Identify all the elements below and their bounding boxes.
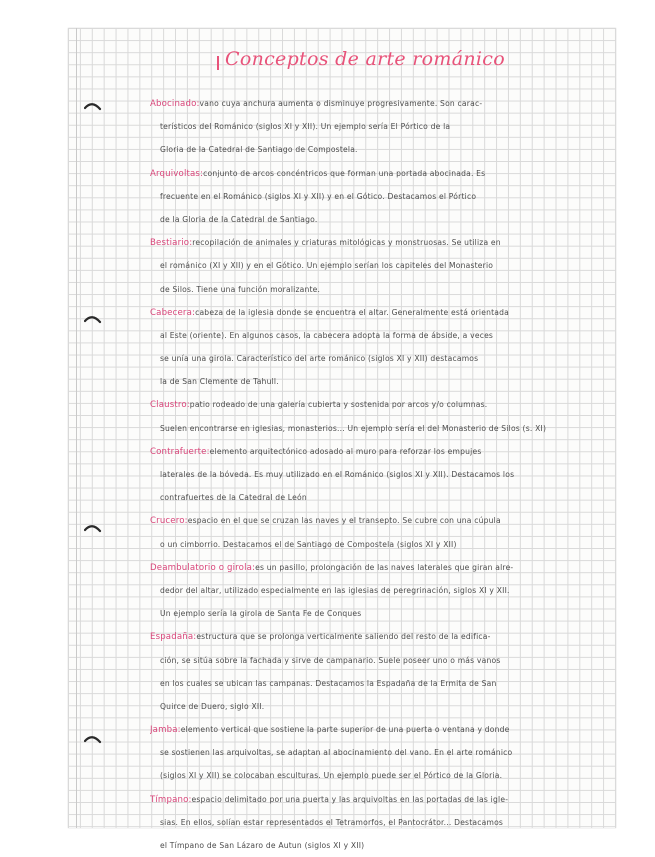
entry-term: Bestiario: xyxy=(150,238,193,249)
entry-line xyxy=(150,185,590,208)
entry-line xyxy=(150,138,590,161)
entry-term: Jamba: xyxy=(150,725,181,736)
entry-text: elemento vertical que sostiene la parte superior de una puerta o ventana y donde xyxy=(180,725,510,735)
entry-text: patio rodeado de una galería cubierta y sostenida por arcos y/o columnas. xyxy=(189,400,488,410)
glossary-entry xyxy=(150,92,590,162)
entry-text: elemento arquitectónico adosado al muro para reforzar los empujes xyxy=(209,446,482,456)
entry-term: Arquivoltas: xyxy=(150,168,204,179)
entry-term: Deambulatorio o girola: xyxy=(150,562,256,573)
entry-text: (siglos XI y XII) se colocaban esculturas. Un ejemplo puede ser el Pórtico de la Gloria. xyxy=(160,771,503,781)
entry-text: contrafuertes de la Catedral de León xyxy=(160,493,307,503)
entry-line xyxy=(150,278,590,301)
entry-line xyxy=(150,417,590,440)
entry-text: terísticos del Románico (siglos XI y XII). Un ejemplo sería El Pórtico de la xyxy=(160,122,451,132)
entry-text: Gloria de la Catedral de Santiago de Compostela. xyxy=(160,145,358,155)
entry-line xyxy=(150,486,590,509)
glossary-entry xyxy=(150,231,590,301)
entry-line xyxy=(150,208,590,231)
glossary-list xyxy=(150,92,590,857)
entry-line xyxy=(150,602,590,625)
entry-line xyxy=(150,254,590,277)
entry-text: laterales de la bóveda. Es muy utilizado en el Románico (siglos XI y XII). Destacamos los xyxy=(160,470,515,479)
entry-line xyxy=(150,834,590,857)
entry-line xyxy=(150,393,590,416)
entry-line xyxy=(150,162,590,185)
entry-line xyxy=(150,231,590,254)
entry-text: en los cuales se ubican las campanas. Destacamos la Espadaña de la Ermita de San xyxy=(160,678,497,688)
entry-line xyxy=(150,301,590,324)
glossary-entry xyxy=(150,509,590,555)
entry-text: se unía una girola. Característico del arte románico (siglos XI y XII) destacamos xyxy=(160,354,479,364)
entry-line xyxy=(150,509,590,532)
entry-term: Abocinado: xyxy=(150,99,200,109)
entry-line xyxy=(150,440,590,463)
entry-term: Cabecera: xyxy=(150,307,196,318)
glossary-entry xyxy=(150,301,590,394)
entry-line xyxy=(150,579,590,602)
entry-line xyxy=(150,533,590,556)
glossary-entry xyxy=(150,718,590,788)
entry-text: Suelen encontrarse en iglesias, monasterios... Un ejemplo sería el del Monasterio de Silos (s. XI) xyxy=(160,423,547,433)
glossary-entry xyxy=(150,393,590,439)
entry-line xyxy=(150,556,590,579)
entry-line xyxy=(150,115,590,138)
entry-term: Crucero: xyxy=(150,516,188,527)
margin-line xyxy=(76,28,77,828)
entry-text: ción, se sitúa sobre la fachada y sirve de campanario. Suele poseer uno o más vanos xyxy=(160,655,501,665)
entry-line xyxy=(150,718,590,741)
entry-line xyxy=(150,649,590,672)
entry-text: Quirce de Duero, siglo XII. xyxy=(160,701,265,711)
entry-text: recopilación de animales y criaturas mitológicas y monstruosas. Se utiliza en xyxy=(192,238,501,248)
entry-line xyxy=(150,788,590,811)
entry-text: vano cuya anchura aumenta o disminuye progresivamente. Son carac- xyxy=(199,99,483,108)
entry-term: Tímpano: xyxy=(150,794,192,805)
entry-text: se sostienen las arquivoltas, se adaptan al abocinamiento del vano. En el arte románico xyxy=(160,748,513,758)
entry-text: de Silos. Tiene una función moralizante. xyxy=(160,284,321,294)
glossary-entry xyxy=(150,556,590,626)
entry-line xyxy=(150,370,590,393)
page-title: Conceptos de arte románico xyxy=(225,48,505,70)
entry-text: al Este (oriente). En algunos casos, la cabecera adopta la forma de ábside, a veces xyxy=(160,330,494,340)
entry-term: Contrafuerte: xyxy=(150,446,210,457)
entry-line xyxy=(150,463,590,486)
entry-text: sias. En ellos, solían estar representados el Tetramorfos, el Pantocrátor... Destacamos xyxy=(160,817,504,827)
glossary-entry xyxy=(150,162,590,232)
entry-term: Claustro: xyxy=(150,400,190,411)
entry-text: dedor del altar, utilizado especialmente en las iglesias de peregrinación, siglos XI y XII. xyxy=(160,585,510,595)
entry-text: de la Gloria de la Catedral de Santiago. xyxy=(160,214,318,224)
entry-text: espacio en el que se cruzan las naves y el transepto. Se cubre con una cúpula xyxy=(187,516,501,526)
entry-line xyxy=(150,672,590,695)
entry-text: o un cimborrio. Destacamos el de Santiago de Compostela (siglos XI y XII) xyxy=(160,539,457,549)
entry-line xyxy=(150,811,590,834)
entry-line xyxy=(150,741,590,764)
entry-line xyxy=(150,347,590,370)
entry-term: Espadaña: xyxy=(150,632,197,643)
binder-hole-icon xyxy=(84,100,102,114)
entry-text: frecuente en el Románico (siglos XI y XII) y en el Gótico. Destacamos el Pórtico xyxy=(160,191,477,201)
binder-hole-icon xyxy=(84,522,102,536)
entry-text: estructura que se prolonga verticalmente saliendo del resto de la edifica- xyxy=(196,632,491,642)
entry-text: espacio delimitado por una puerta y las arquivoltas en las portadas de las igle- xyxy=(191,794,509,804)
entry-text: conjunto de arcos concéntricos que forman una portada abocinada. Es xyxy=(203,168,486,178)
entry-line xyxy=(150,324,590,347)
entry-text: es un pasillo, prolongación de las naves laterales que giran alre- xyxy=(255,562,514,572)
entry-line xyxy=(150,92,590,115)
entry-line xyxy=(150,625,590,648)
glossary-entry xyxy=(150,788,590,857)
entry-text: el románico (XI y XII) y en el Gótico. Un ejemplo serían los capiteles del Monasterio xyxy=(160,261,494,271)
title-mark xyxy=(217,56,219,70)
entry-text: el Tímpano de San Lázaro de Autun (siglos XI y XII) xyxy=(160,841,365,850)
binder-hole-icon xyxy=(84,733,102,747)
entry-text: cabeza de la iglesia donde se encuentra el altar. Generalmente está orientada xyxy=(195,307,509,317)
glossary-entry xyxy=(150,440,590,510)
binder-hole-icon xyxy=(84,313,102,327)
entry-line xyxy=(150,764,590,787)
glossary-entry xyxy=(150,625,590,718)
entry-text: Un ejemplo sería la girola de Santa Fe de Conques xyxy=(160,609,362,619)
entry-line xyxy=(150,695,590,718)
entry-text: la de San Clemente de Tahull. xyxy=(160,377,279,387)
